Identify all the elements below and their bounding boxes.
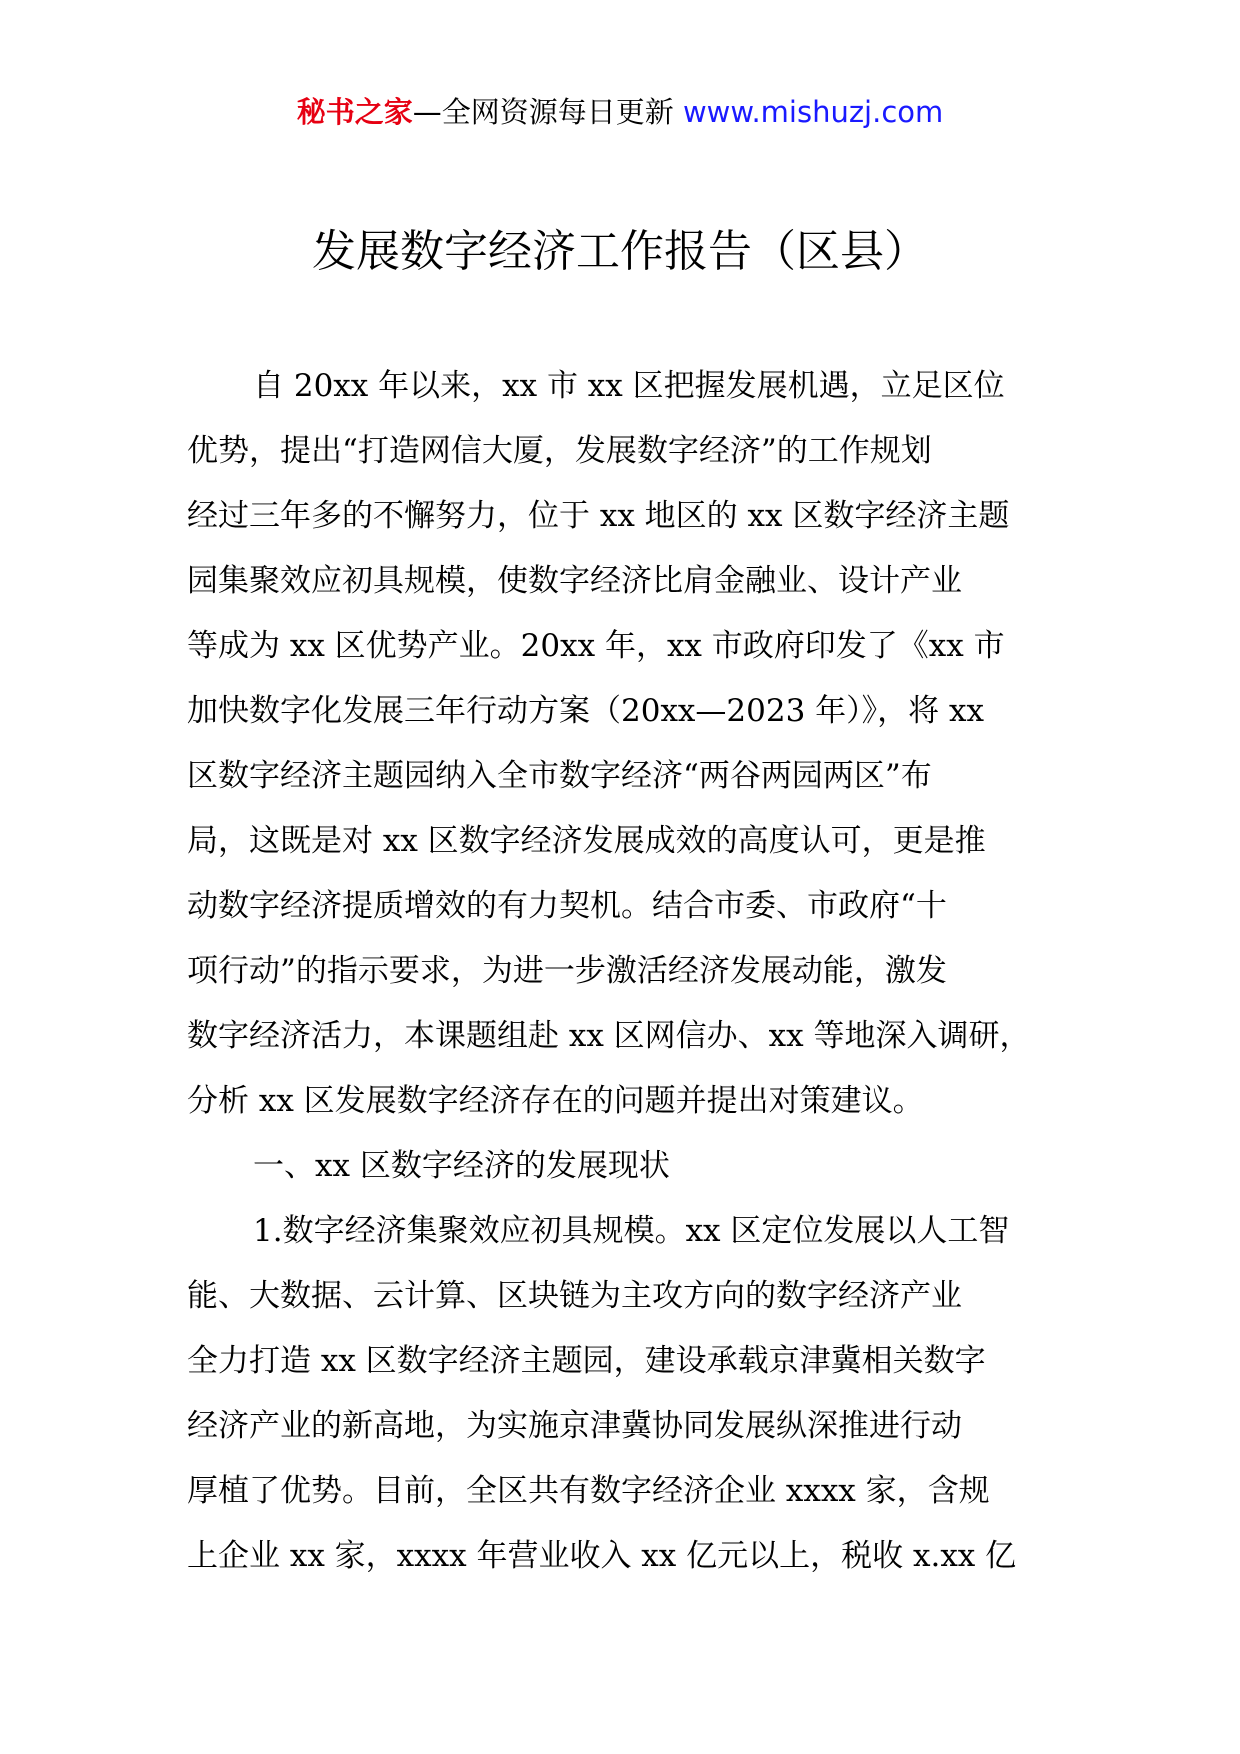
- paragraph-line: 能、大数据、云计算、区块链为主攻方向的数字经济产业: [187, 1278, 962, 1314]
- paragraph-line: 经济产业的新高地，为实施京津冀协同发展纵深推进行动: [187, 1408, 962, 1444]
- paragraph-line: 1.数字经济集聚效应初具规模。xx 区定位发展以人工智: [253, 1213, 1010, 1249]
- document-title: 发展数字经济工作报告（区县）: [312, 226, 928, 277]
- site-tagline: —全网资源每日更新: [412, 95, 683, 129]
- site-header-banner: [0, 92, 1240, 132]
- paragraph-line: 加快数字化发展三年行动方案（20xx—2023 年）》，将 xx: [187, 693, 984, 729]
- paragraph-line: 园集聚效应初具规模，使数字经济比肩金融业、设计产业: [187, 563, 962, 599]
- section-heading: 一、xx 区数字经济的发展现状: [253, 1148, 670, 1184]
- paragraph-line: 经过三年多的不懈努力，位于 xx 地区的 xx 区数字经济主题: [187, 498, 1010, 534]
- paragraph-line: 数字经济活力，本课题组赴 xx 区网信办、xx 等地深入调研，: [187, 1018, 1031, 1054]
- paragraph-line: 项行动”的指示要求，为进一步激活经济发展动能，激发: [187, 953, 947, 989]
- paragraph-line: 区数字经济主题园纳入全市数字经济“两谷两园两区”布: [187, 758, 932, 794]
- paragraph-line: 自 20xx 年以来，xx 市 xx 区把握发展机遇，立足区位: [253, 368, 1005, 404]
- paragraph-line: 厚植了优势。目前，全区共有数字经济企业 xxxx 家，含规: [187, 1473, 990, 1509]
- paragraph-line: 优势，提出“打造网信大厦，发展数字经济”的工作规划: [187, 433, 932, 469]
- paragraph-line: 动数字经济提质增效的有力契机。结合市委、市政府“十: [187, 888, 947, 924]
- paragraph-line: 局，这既是对 xx 区数字经济发展成效的高度认可，更是推: [187, 823, 986, 859]
- document-body: [187, 354, 1057, 1589]
- site-url-link[interactable]: www.mishuzj.com: [682, 95, 944, 129]
- paragraph-line: 上企业 xx 家，xxxx 年营业收入 xx 亿元以上，税收 x.xx 亿: [187, 1538, 1017, 1574]
- paragraph-line: 等成为 xx 区优势产业。20xx 年，xx 市政府印发了《xx 市: [187, 628, 1005, 664]
- paragraph-line: 分析 xx 区发展数字经济存在的问题并提出对策建议。: [187, 1083, 924, 1119]
- site-brand: 秘书之家: [296, 95, 413, 129]
- paragraph-line: 全力打造 xx 区数字经济主题园，建设承载京津冀相关数字: [187, 1343, 986, 1379]
